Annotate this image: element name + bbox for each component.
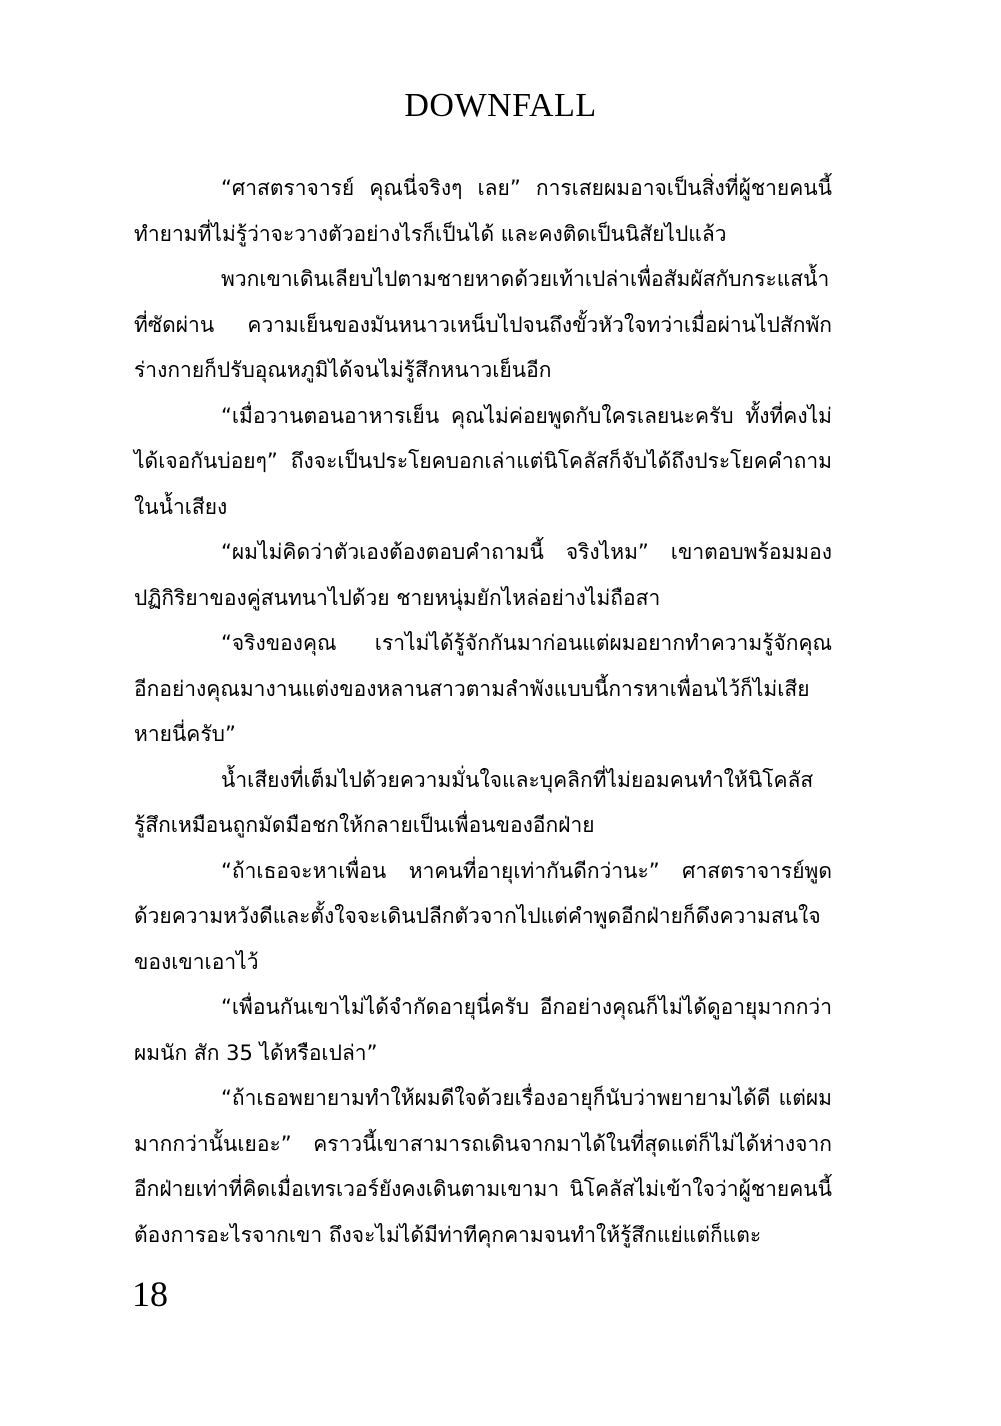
paragraph: “เพื่อนกันเขาไม่ได้จำกัดอายุนี่ครับ อีกอย่างคุณก็ไม่ได้ดูอายุมากกว่าผมนัก สัก 35 ได้หรือเปล่า” <box>134 995 832 1065</box>
paragraph: น้ำเสียงที่เต็มไปด้วยความมั่นใจและบุคลิกที่ไม่ยอมคนทำให้นิโคลัสรู้สึกเหมือนถูกมัดมือชกให้กลายเป็นเพื่อนของอีกฝ่าย <box>134 767 814 837</box>
paragraph: “ถ้าเธอจะหาเพื่อน หาคนที่อายุเท่ากันดีกว่านะ” ศาสตราจารย์พูดด้วยความหวังดีและตั้งใจจะเดินปลีกตัวจากไปแต่คำพูดอีกฝ่ายก็ดึงความสนใจของเขาเอาไว้ <box>134 858 832 974</box>
body-text <box>134 166 832 1258</box>
paragraph: พวกเขาเดินเลียบไปตามชายหาดด้วยเท้าเปล่าเพื่อสัมผัสกับกระแสน้ำที่ซัดผ่าน ความเย็นของมันหนาวเหน็บไปจนถึงขั้วหัวใจทว่าเมื่อผ่านไปสักพักร่างกายก็ปรับอุณหภูมิได้จนไม่รู้สึกหนาวเย็นอีก <box>134 267 832 382</box>
paragraph: “เมื่อวานตอนอาหารเย็น คุณไม่ค่อยพูดกับใครเลยนะครับ ทั้งที่คงไม่ได้เจอกันบ่อยๆ” ถึงจะเป็นประโยคบอกเล่าแต่นิโคลัสก็จับได้ถึงประโยคคำถามในน้ำเสียง <box>134 403 832 519</box>
book-title: DOWNFALL <box>404 87 597 124</box>
paragraph: “ผมไม่คิดว่าตัวเองต้องตอบคำถามนี้ จริงไหม” เขาตอบพร้อมมองปฏิกิริยาของคู่สนทนาไปด้วย ชายหนุ่มยักไหล่อย่างไม่ถือสา <box>134 540 832 610</box>
page-number: 18 <box>132 1274 168 1314</box>
paragraph: “ถ้าเธอพยายามทำให้ผมดีใจด้วยเรื่องอายุก็นับว่าพยายามได้ดี แต่ผมมากกว่านั้นเยอะ” คราวนี้เขาสามารถเดินจากมาได้ในที่สุดแต่ก็ไม่ได้ห่างจากอีกฝ่ายเท่าที่คิดเมื่อเทรเวอร์ยังคงเดินตามเขามา นิโคลัสไม่เข้าใจว่าผู้ชายคนนี้ต้องการอะไรจากเขา ถึงจะไม่ได้มีท่าทีคุกคามจนทำให้รู้สึกแย่แต่ก็แตะ <box>134 1086 832 1247</box>
paragraph: “จริงของคุณ เราไม่ได้รู้จักกันมาก่อนแต่ผมอยากทำความรู้จักคุณ อีกอย่างคุณมางานแต่งของหลานสาวตามลำพังแบบนี้การหาเพื่อนไว้ก็ไม่เสียหายนี่ครับ” <box>134 631 832 746</box>
paragraph: “ศาสตราจารย์ คุณนี่จริงๆ เลย” การเสยผมอาจเป็นสิ่งที่ผู้ชายคนนี้ทำยามที่ไม่รู้ว่าจะวางตัวอย่างไรก็เป็นได้ และคงติดเป็นนิสัยไปแล้ว <box>134 176 832 246</box>
